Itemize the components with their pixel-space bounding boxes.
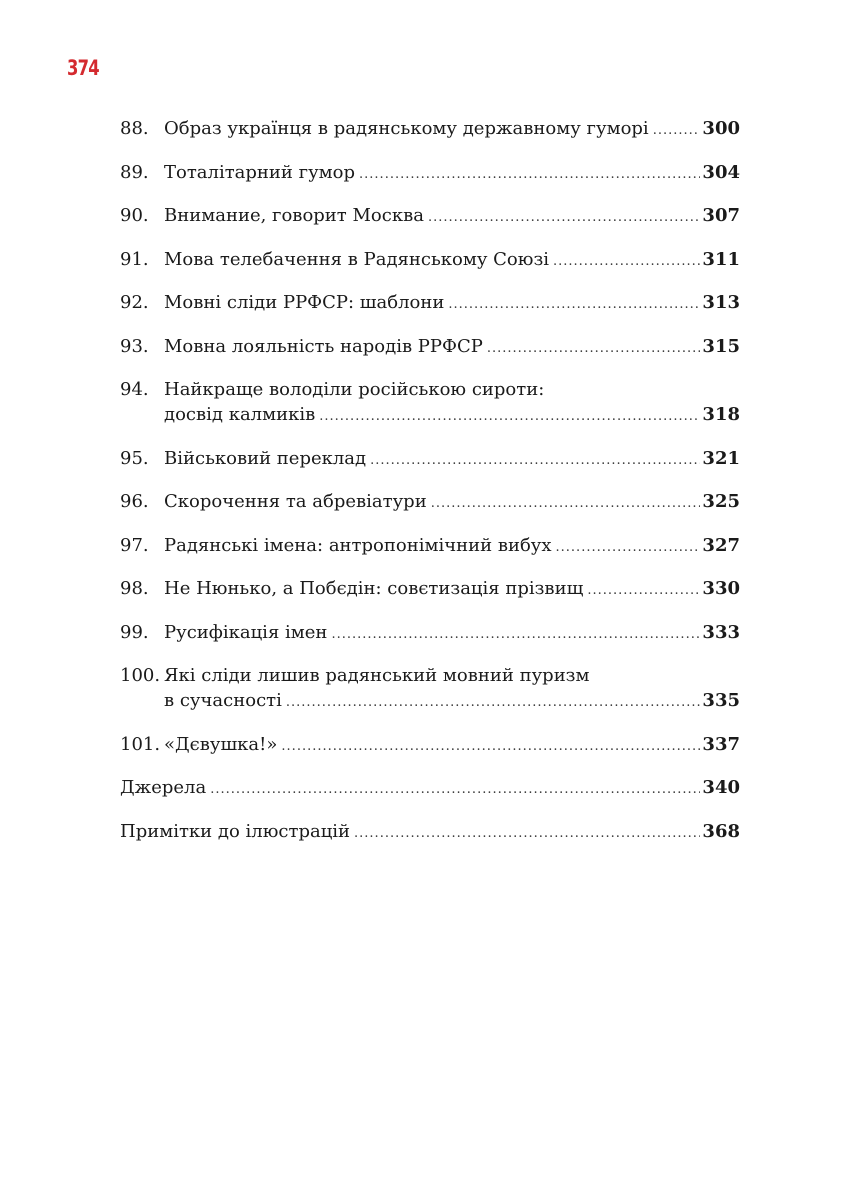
toc-entry-title: Образ українця в радянському державному гуморі bbox=[164, 118, 649, 139]
toc-entry[interactable] bbox=[120, 334, 740, 361]
toc-entry-page: 340 bbox=[702, 777, 740, 798]
toc-entry[interactable] bbox=[120, 620, 740, 647]
toc-leader-dots bbox=[556, 535, 701, 560]
toc-entry[interactable] bbox=[120, 247, 740, 274]
toc-entry-page: 311 bbox=[702, 248, 740, 270]
toc-entry[interactable] bbox=[120, 576, 740, 603]
toc-entry-title: Мовні сліди РРФСР: шаблони bbox=[164, 292, 445, 313]
toc-entry-number: 100. bbox=[120, 665, 161, 686]
toc-entry-title: в сучасності bbox=[164, 690, 282, 711]
toc-entry[interactable] bbox=[120, 116, 740, 143]
toc-entry-page: 335 bbox=[702, 690, 740, 711]
toc-entry-title: Русифікація імен bbox=[164, 621, 328, 643]
toc-entry-title: Військовий переклад bbox=[164, 447, 367, 469]
toc-entry-title: Не Нюнько, а Побєдін: совєтизація прізвищ bbox=[164, 578, 584, 599]
toc-entry-title: Внимание, говорит Москва bbox=[164, 205, 424, 226]
toc-leader-dots bbox=[553, 249, 700, 274]
toc-entry-number: 90. bbox=[120, 205, 149, 226]
toc-entry-title: досвід калмиків bbox=[164, 404, 316, 425]
toc-entry-page: 318 bbox=[702, 404, 740, 425]
toc-entry[interactable] bbox=[120, 377, 740, 429]
toc-entry-number: 98. bbox=[120, 578, 149, 599]
page-number: 374 bbox=[67, 56, 99, 80]
toc-entry-page: 313 bbox=[702, 292, 740, 313]
toc-entry-title: Джерела bbox=[120, 777, 207, 798]
toc-leader-dots bbox=[487, 336, 701, 361]
toc-entry-title: Тоталітарний гумор bbox=[164, 161, 356, 183]
toc-entry[interactable] bbox=[120, 663, 740, 715]
toc-entry-title: «Дєвушка!» bbox=[164, 733, 278, 755]
toc-entry-page: 368 bbox=[702, 820, 740, 842]
toc-entry-number: 91. bbox=[120, 248, 149, 270]
toc-entry-number: 88. bbox=[120, 118, 149, 139]
toc-entry-page: 321 bbox=[702, 447, 740, 469]
toc-entry-page: 325 bbox=[702, 491, 740, 512]
toc-entry[interactable] bbox=[120, 160, 740, 187]
toc-entry[interactable] bbox=[120, 290, 740, 317]
toc-entry-title: Мова телебачення в Радянському Союзі bbox=[164, 248, 550, 270]
toc-entry[interactable] bbox=[120, 775, 740, 802]
toc-leader-dots bbox=[370, 448, 700, 473]
toc-entry-page: 304 bbox=[702, 161, 740, 183]
toc-entry-page: 330 bbox=[702, 578, 740, 599]
toc-leader-dots bbox=[428, 205, 700, 230]
toc-leader-dots bbox=[448, 292, 700, 317]
toc-leader-dots bbox=[331, 622, 700, 647]
toc-entry-title: Скорочення та абревіатури bbox=[164, 491, 427, 512]
toc-entry[interactable] bbox=[120, 732, 740, 759]
toc-entry-number: 89. bbox=[120, 161, 149, 183]
toc-entry-number: 95. bbox=[120, 447, 149, 469]
toc-entry[interactable] bbox=[120, 819, 740, 846]
toc-leader-dots bbox=[319, 404, 700, 429]
toc-entry[interactable] bbox=[120, 446, 740, 473]
toc-leader-dots bbox=[359, 162, 700, 187]
toc-entry[interactable] bbox=[120, 489, 740, 516]
toc-entry-title-line: Які сліди лишив радянський мовний пуризм bbox=[164, 665, 590, 686]
toc-entry-title: Радянські імена: антропонімічний вибух bbox=[164, 534, 552, 556]
toc-entry-title: Примітки до ілюстрацій bbox=[120, 820, 351, 842]
toc-leader-dots bbox=[587, 578, 700, 603]
toc-entry-number: 101. bbox=[120, 733, 161, 755]
toc-leader-dots bbox=[431, 491, 701, 516]
toc-entry-page: 307 bbox=[702, 205, 740, 226]
toc-entry-number: 94. bbox=[120, 379, 149, 400]
toc-entry-page: 300 bbox=[702, 118, 740, 139]
toc-entry[interactable] bbox=[120, 533, 740, 560]
toc-leader-dots bbox=[354, 821, 700, 846]
toc-entry-title: Мовна лояльність народів РРФСР bbox=[164, 335, 483, 357]
toc-leader-dots bbox=[281, 734, 700, 759]
toc-leader-dots bbox=[286, 690, 701, 715]
toc-entry-page: 327 bbox=[702, 534, 740, 556]
table-of-contents bbox=[120, 116, 740, 862]
toc-entry[interactable] bbox=[120, 203, 740, 230]
toc-leader-dots bbox=[210, 777, 700, 802]
toc-entry-number: 96. bbox=[120, 491, 149, 512]
toc-entry-number: 99. bbox=[120, 621, 149, 643]
toc-leader-dots bbox=[653, 118, 701, 143]
toc-entry-number: 97. bbox=[120, 534, 149, 556]
toc-entry-number: 93. bbox=[120, 335, 149, 357]
toc-entry-page: 337 bbox=[702, 733, 740, 755]
toc-entry-page: 333 bbox=[702, 621, 740, 643]
toc-entry-page: 315 bbox=[702, 335, 740, 357]
toc-entry-number: 92. bbox=[120, 292, 149, 313]
toc-entry-title-line: Найкраще володіли російською сироти: bbox=[164, 379, 545, 400]
